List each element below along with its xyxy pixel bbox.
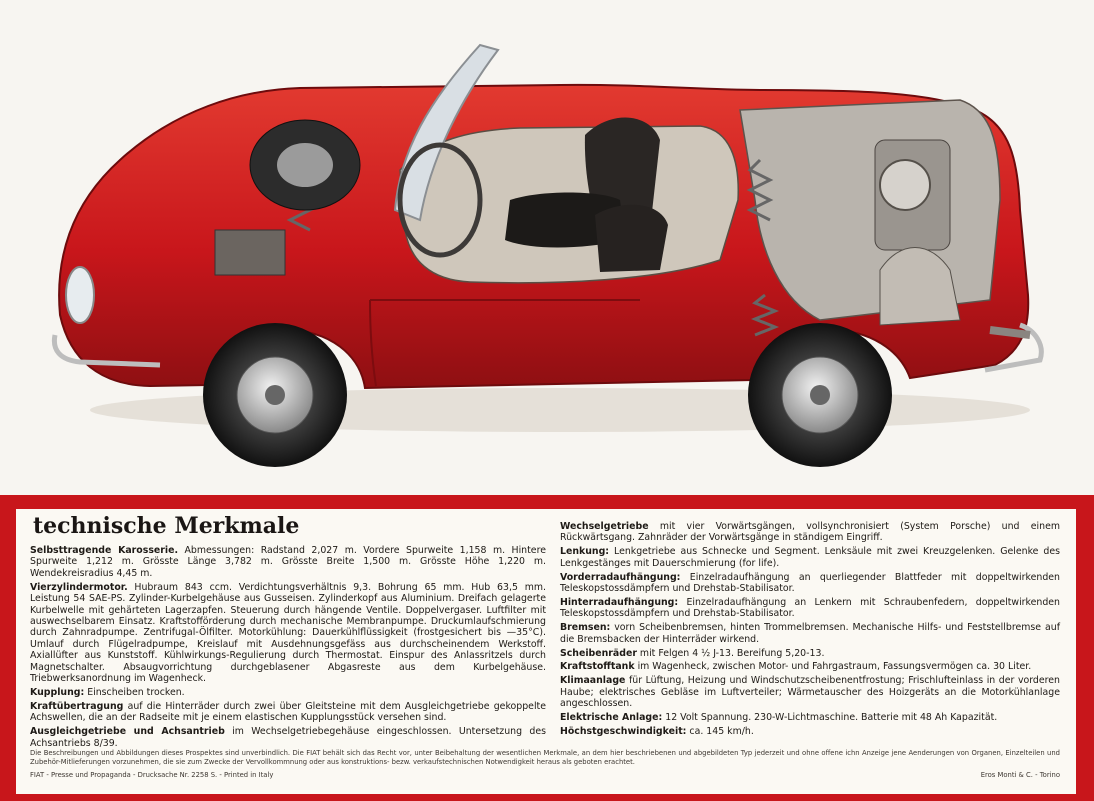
disclaimer-text: Die Beschreibungen und Abbildungen dieses Prospektes sind unverbindlich. Die FIAT behält sich das Recht vor, unter Beibehaltung der wesentlichen Merkmale, an dem hier beschriebenen und abgebildeten Typ jederzeit und ohne offene ichn Anzeige jene Aenderungen von Organen, Einzelteilen und Zubehör-Mitlieferungen vorzunehmen, die sie zum Zwecke der Vervollkommnung oder aus konstruktions- bezw. verkaufstechnischen Notwendigkeit heraus als geboten erachtet. — [30, 749, 1060, 766]
spec-heading: Vorderradaufhängung: — [560, 571, 681, 583]
spec-heading: Hinterradaufhängung: — [560, 596, 679, 608]
spec-paragraph — [560, 726, 1060, 737]
right-column — [560, 521, 1060, 740]
spec-heading: Wechselgetriebe — [560, 521, 649, 532]
spec-heading: Klimaanlage — [560, 675, 626, 687]
front-wheel — [203, 323, 347, 467]
spec-heading: Ausgleichgetriebe und Achsantrieb — [30, 726, 225, 738]
spec-panel — [16, 509, 1076, 794]
spec-text: Hubraum 843 ccm. Verdichtungsverhältnis 9,3. Bohrung 65 mm. Hub 63,5 mm. Leistung 54 SAE-PS. Zylinder-Kurbelgehäuse aus Gusseisen. Zylinderkopf aus Aluminium. Dreifach gelagerte Kurbelwelle mit gehärteten Lagerzapfen. Steuerung durch hängende Ventile. Doppelvergaser. Luftfilter mit auswechselbarem Einsatz. Kraftstofförderung durch mechanische Membranpumpe. Druckumlaufschmierung durch Zahnradpumpe. Zentrifugal-Ölfilter. Motorkühlung: Dauerkühlflüssigkeit (frostgesichert bis —35°C). Umlauf durch Flügelradpumpe, Kreislauf mit Ausdehnungsgefäss aus durchscheinendem Werkstoff. Axiallüfter aus Kunststoff. Kühlwirkungs-Regulierung durch Thermostat. Einspur des Anlassritzels durch Magnetschalter. Absaugvorrichtung durchgeblasener Abgasreste aus dem Kurbelgehäuse. Triebwerksanordnung im Wagenheck. — [30, 581, 546, 684]
spec-paragraph — [560, 597, 1060, 620]
spec-text: mit Felgen 4 ½ J-13. Bereifung 5,20-13. — [636, 647, 825, 659]
spec-text: im Wagenheck, zwischen Motor- und Fahrgastraum, Fassungsvermögen ca. 30 Liter. — [634, 661, 1032, 673]
spec-heading: Bremsen: — [560, 622, 611, 634]
spec-paragraph — [560, 622, 1060, 645]
spec-heading: Vierzylindermotor. — [30, 581, 128, 593]
spec-paragraph — [560, 675, 1060, 709]
spec-text: Lenkgetriebe aus Schnecke und Segment. Lenksäule mit zwei Kreuzgelenken. Gelenke des Lenkgestänges mit Dauerschmierung (for life). — [560, 546, 1060, 569]
spec-heading: Elektrische Anlage: — [560, 712, 663, 724]
spec-text: Abmessungen: Radstand 2,027 m. Vordere Spurweite 1,158 m. Hintere Spurweite 1,212 m. Grösste Länge 3,782 m. Grösste Breite 1,500 m. Grösste Höhe 1,220 m. Wendekreisradius 4,45 m. — [30, 545, 546, 579]
spec-paragraph — [560, 712, 1060, 723]
spec-paragraph — [560, 521, 1060, 544]
spec-paragraph — [30, 687, 546, 698]
spec-heading: Kraftstofftank — [560, 661, 635, 673]
spec-text: für Lüftung, Heizung und Windschutzscheibenentfrostung; Frischlufteinlass in der vorderen Haube; elektrisches Gebläse im Luftverteiler; Wärmetauscher des Hoizgeräts an die Motorkühlanlage angeschlossen. — [560, 675, 1060, 710]
spec-text: mit vier Vorwärtsgängen, vollsynchronisiert (System Porsche) und einem Rückwärtsgang. Zahnräder der Vorwärtsgänge in ständigem Eingriff. — [560, 521, 1060, 544]
spec-text: im Wechselgetriebegehäuse eingeschlossen. Untersetzung des Achsantriebs 8/39. — [30, 726, 546, 749]
spec-heading: Höchstgeschwindigkeit: — [560, 726, 687, 737]
spec-paragraph — [30, 726, 546, 749]
spec-heading: Selbsttragende Karosserie. — [30, 545, 179, 556]
spec-text: Einzelradaufhängung an Lenkern mit Schraubenfedern, doppeltwirkenden Teleskopstossdämpfern und Drehstab-Stabilisator. — [560, 596, 1060, 620]
footer-publisher: FIAT - Presse und Propaganda - Drucksache Nr. 2258 S. - Printed in Italy — [30, 771, 274, 779]
spec-text: Einzelradaufhängung an querliegender Blattfeder mit doppeltwirkenden Teleskopstossdämpfern und Drehstab-Stabilisator. — [560, 571, 1060, 595]
spec-heading: Lenkung: — [560, 546, 610, 558]
spec-text: ca. 145 km/h. — [686, 726, 754, 737]
spec-text: vorn Scheibenbremsen, hinten Trommelbremsen. Mechanische Hilfs- und Feststellbremse auf die Bremsbacken der Hinterräder wirkend. — [560, 622, 1060, 645]
spec-text: auf die Hinterräder durch zwei über Gleitsteine mit dem Ausgleichgetriebe gekoppelte Achswellen, die an der Radseite mit je einem elastischen Kupplungsstück versehen sind. — [30, 700, 546, 724]
spec-paragraph — [30, 701, 546, 724]
spec-heading: Kupplung: — [30, 686, 85, 698]
spec-heading: Kraftübertragung — [30, 700, 124, 712]
footer-printer: Eros Monti & C. - Torino — [980, 771, 1060, 779]
spec-paragraph — [560, 572, 1060, 595]
spec-paragraph — [560, 661, 1060, 672]
rear-wheel — [748, 323, 892, 467]
battery — [215, 230, 285, 275]
spec-text: 12 Volt Spannung. 230-W-Lichtmaschine. Batterie mit 48 Ah Kapazität. — [662, 712, 998, 724]
headlamp — [66, 267, 94, 323]
left-column — [30, 545, 546, 751]
spec-text: Einscheiben trocken. — [84, 686, 185, 698]
spec-paragraph — [560, 648, 1060, 659]
spec-paragraph — [30, 545, 546, 579]
page-title: technische Merkmale — [33, 513, 300, 539]
spec-paragraph — [560, 546, 1060, 569]
spec-paragraph — [30, 582, 546, 685]
spec-heading: Scheibenräder — [560, 647, 637, 659]
